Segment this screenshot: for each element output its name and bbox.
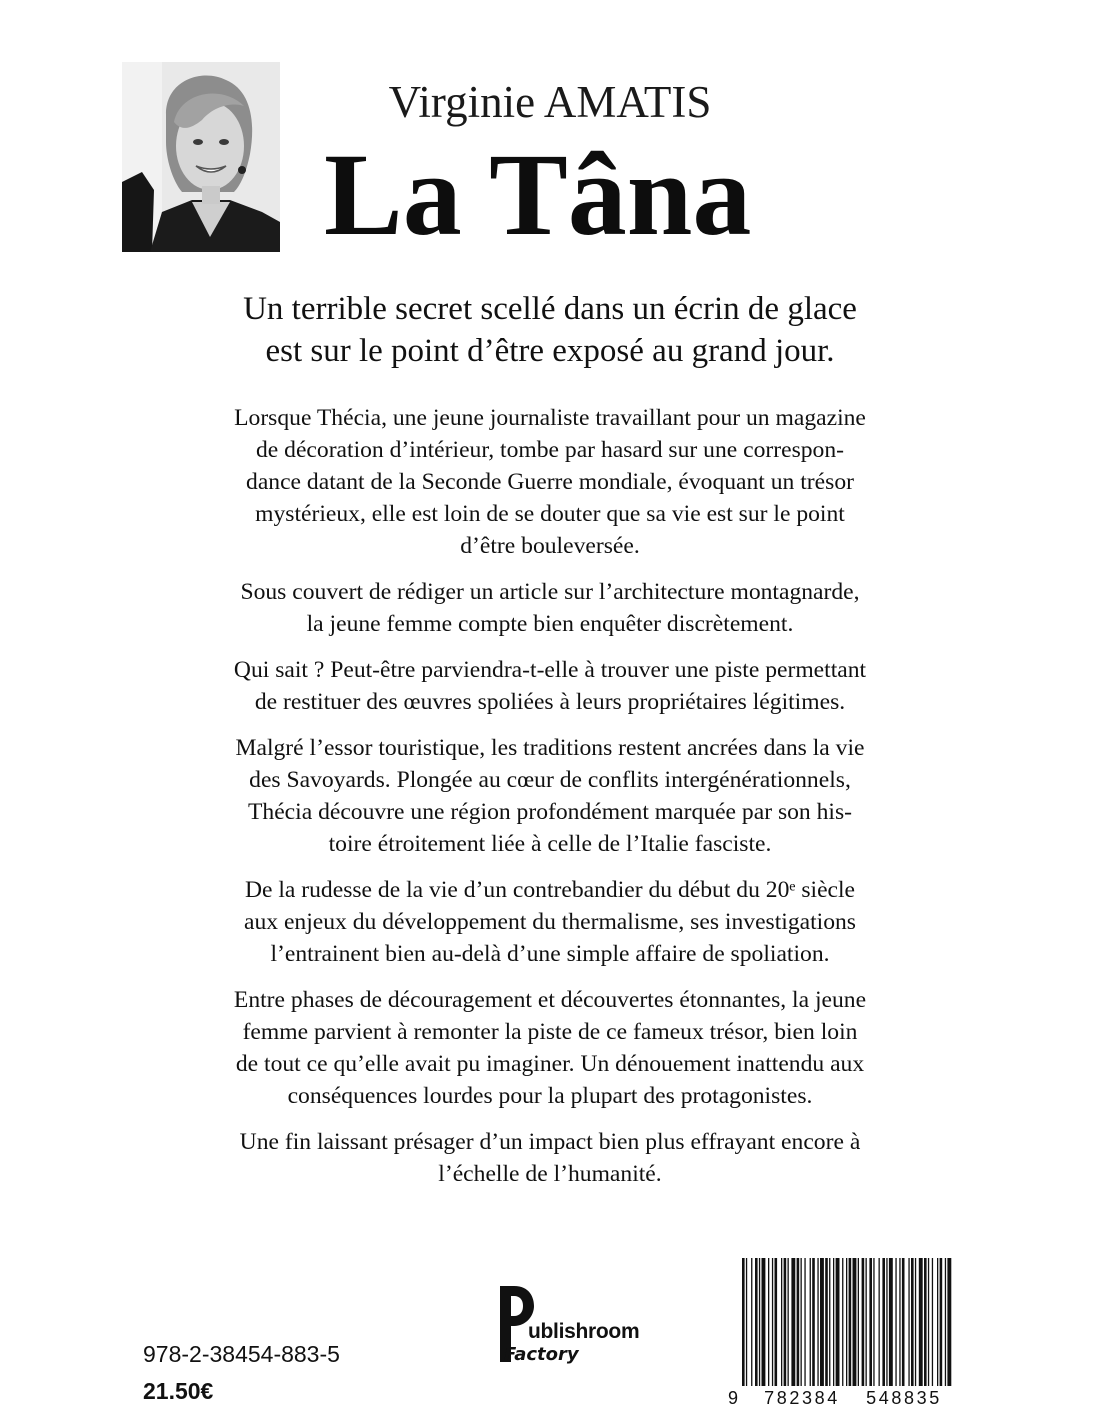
barcode-bar: [869, 1258, 872, 1386]
synopsis-line: l’échelle de l’humanité.: [438, 1161, 662, 1187]
barcode-bar: [866, 1258, 867, 1386]
barcode-bar: [902, 1258, 905, 1386]
barcode-bar: [889, 1258, 893, 1386]
barcode-bar: [899, 1258, 900, 1386]
synopsis-line: toire étroitement liée à celle de l’Italie fasciste.: [328, 831, 772, 857]
barcode-bar: [849, 1258, 852, 1386]
publisher-name: ublishroom: [528, 1320, 640, 1343]
synopsis-line: l’entrainent bien au-delà d’une simple affaire de spoliation.: [270, 941, 830, 967]
synopsis-line: mystérieux, elle est loin de se douter que sa vie est sur le point: [255, 501, 845, 527]
author-photo: [122, 62, 280, 252]
barcode-bar: [928, 1258, 929, 1386]
synopsis-paragraph-7: [150, 1126, 950, 1190]
barcode-bar: [842, 1258, 843, 1386]
tagline: [100, 288, 1000, 372]
synopsis-line: conséquences lourdes pour la plupart des protagonistes.: [287, 1083, 813, 1109]
synopsis-paragraph-4: [150, 732, 950, 860]
barcode-bar: [817, 1258, 818, 1386]
synopsis-paragraph-5: [150, 874, 950, 970]
barcode-bar: [873, 1258, 874, 1386]
barcode-bar: [812, 1258, 815, 1386]
barcode-bar: [937, 1258, 938, 1386]
barcode-bar: [772, 1258, 773, 1386]
publisher-logo: [494, 1284, 644, 1374]
barcode-bar: [833, 1258, 834, 1386]
synopsis-line: aux enjeux du développement du thermalisme, ses investigations: [244, 909, 856, 935]
barcode-bar: [755, 1258, 758, 1386]
barcode-bar: [781, 1258, 782, 1386]
barcode-bar: [858, 1258, 859, 1386]
author-name: Virginie AMATIS: [388, 77, 712, 127]
barcode-bar: [882, 1258, 885, 1386]
synopsis-line: De la rudesse de la vie d’un contrebandier du début du 20ᵉ siècle: [244, 877, 856, 903]
synopsis: [150, 402, 950, 1204]
barcode-bar: [810, 1258, 811, 1386]
synopsis-line: de décoration d’intérieur, tombe par hasard sur une correspon-: [255, 437, 844, 463]
publisher-subname: Factory: [504, 1344, 579, 1365]
barcode-bar: [846, 1258, 847, 1386]
barcode-bar: [759, 1258, 760, 1386]
tagline-line: Un terrible secret scellé dans un écrin de glace: [243, 291, 857, 327]
synopsis-line: de restituer des œuvres spoliées à leurs propriétaires légitimes.: [254, 689, 846, 715]
isbn-number: 978-2-38454-883-5: [143, 1341, 340, 1367]
synopsis-line: Lorsque Thécia, une jeune journaliste travaillant pour un magazine: [234, 405, 866, 431]
synopsis-line: Sous couvert de rédiger un article sur l’architecture montagnarde,: [240, 579, 860, 605]
synopsis-paragraph-1: [150, 402, 950, 562]
barcode-bar: [911, 1258, 914, 1386]
tagline-line: est sur le point d’être exposé au grand jour.: [265, 333, 835, 369]
barcode-bar: [820, 1258, 824, 1386]
barcode-bar: [768, 1258, 769, 1386]
barcode-bar: [801, 1258, 802, 1386]
barcode-bar: [945, 1258, 946, 1386]
barcode-bar: [797, 1258, 800, 1386]
synopsis-line: femme parvient à remonter la piste de ce fameux trésor, bien loin: [242, 1019, 858, 1045]
barcode-bar: [895, 1258, 896, 1386]
synopsis-line: Entre phases de découragement et découvertes étonnantes, la jeune: [233, 987, 867, 1013]
barcode-bar: [804, 1258, 805, 1386]
synopsis-line: des Savoyards. Plongée au cœur de conflits intergénérationnels,: [249, 767, 851, 793]
barcode-bar: [862, 1258, 865, 1386]
barcode-bar: [746, 1258, 747, 1386]
barcode: [728, 1258, 954, 1386]
barcode-bar: [932, 1258, 933, 1386]
barcode-bar: [919, 1258, 923, 1386]
barcode-bar: [788, 1258, 789, 1386]
barcode-bar: [886, 1258, 887, 1386]
price: 21.50€: [143, 1378, 214, 1404]
synopsis-paragraph-6: [150, 984, 950, 1112]
barcode-digits: [728, 1386, 954, 1410]
book-title: La Tâna: [324, 129, 752, 260]
barcode-bar: [853, 1258, 857, 1386]
barcode-bar: [742, 1258, 745, 1386]
barcode-bar: [825, 1258, 828, 1386]
barcode-bar: [829, 1258, 830, 1386]
barcode-bar: [908, 1258, 909, 1386]
barcode-bar: [751, 1258, 752, 1386]
barcode-bar: [784, 1258, 787, 1386]
barcode-bar: [947, 1258, 951, 1386]
synopsis-line: dance datant de la Seconde Guerre mondiale, évoquant un trésor: [246, 469, 854, 495]
barcode-bar: [791, 1258, 795, 1386]
barcode-digit-group-left: 782384: [754, 1386, 850, 1410]
barcode-bar: [879, 1258, 880, 1386]
barcode-bar: [915, 1258, 916, 1386]
synopsis-line: Qui sait ? Peut-être parviendra-t-elle à trouver une piste permettant: [233, 657, 867, 683]
synopsis-line: Thécia découvre une région profondément marquée par son his-: [247, 799, 853, 825]
barcode-bar: [762, 1258, 766, 1386]
synopsis-paragraph-3: [150, 654, 950, 718]
synopsis-line: Une fin laissant présager d’un impact bien plus effrayant encore à: [239, 1129, 861, 1155]
barcode-bar: [775, 1258, 778, 1386]
synopsis-paragraph-2: [150, 576, 950, 640]
synopsis-line: d’être bouleversée.: [460, 533, 640, 559]
synopsis-line: la jeune femme compte bien enquêter discrètement.: [306, 611, 794, 637]
synopsis-line: de tout ce qu’elle avait pu imaginer. Un dénouement inattendu aux: [235, 1051, 865, 1077]
barcode-bar: [836, 1258, 840, 1386]
synopsis-line: Malgré l’essor touristique, les traditions restent ancrées dans la vie: [235, 735, 865, 761]
barcode-bar: [940, 1258, 943, 1386]
barcode-first-digit: 9: [728, 1388, 739, 1408]
barcode-bar: [924, 1258, 927, 1386]
barcode-digit-group-right: 548835: [856, 1386, 952, 1410]
